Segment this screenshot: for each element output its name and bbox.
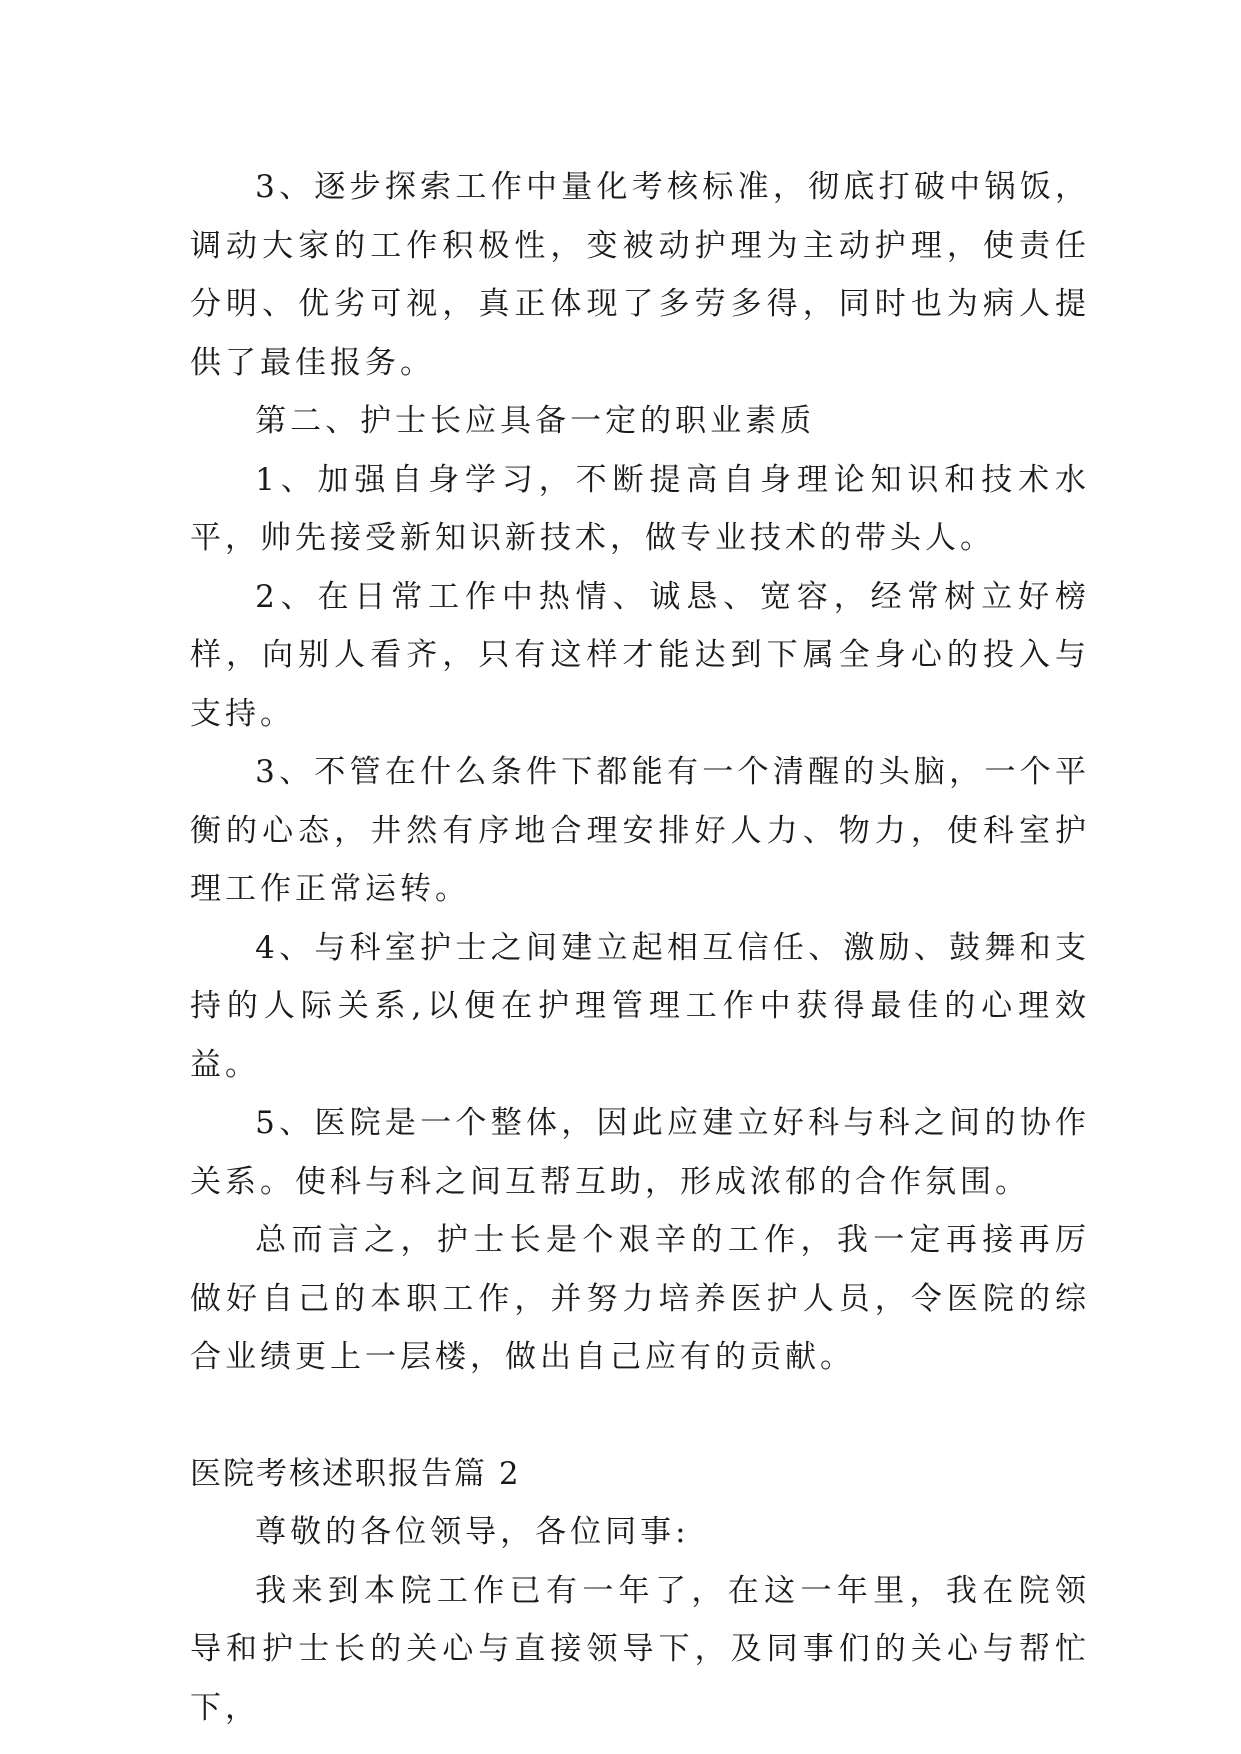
- paragraph-salutation: 尊敬的各位领导，各位同事:: [255, 1514, 690, 1550]
- document-page: [190, 158, 1090, 1737]
- section-title: 医院考核述职报告篇 2: [190, 1455, 521, 1492]
- paragraph-section-two-heading: 第二、护士长应具备一定的职业素质: [255, 403, 816, 439]
- paragraph-item-3-clear-mind: 3、不管在什么条件下都能有一个清醒的头脑，一个平衡的心态，井然有序地合理安排好人力、物力，使科室护理工作正常运转。: [190, 754, 1090, 907]
- paragraph-opening: 我来到本院工作已有一年了，在这一年里，我在院领导和护士长的关心与直接领导下，及同事们的关心与帮忙下，: [190, 1572, 1090, 1726]
- paragraph-item-3-quantified-assessment: 3、逐步探索工作中量化考核标准，彻底打破中锅饭，调动大家的工作积极性，变被动护理为主动护理，使责任分明、优劣可视，真正体现了多劳多得，同时也为病人提供了最佳报务。: [190, 169, 1090, 381]
- paragraph-item-1-self-learning: 1、加强自身学习，不断提高自身理论知识和技术水平，帅先接受新知识新技术，做专业技术的带头人。: [190, 461, 1090, 556]
- section-gap: [190, 1387, 1090, 1445]
- paragraph-conclusion: 总而言之，护士长是个艰辛的工作，我一定再接再厉做好自己的本职工作，并努力培养医护人员，令医院的综合业绩更上一层楼，做出自己应有的贡献。: [190, 1222, 1090, 1375]
- paragraph-item-4-trust: 4、与科室护士之间建立起相互信任、激励、鼓舞和支持的人际关系,以便在护理管理工作中获得最佳的心理效益。: [190, 929, 1090, 1083]
- paragraph-item-2-daily-work: 2、在日常工作中热情、诚恳、宽容，经常树立好榜样，向别人看齐，只有这样才能达到下属全身心的投入与支持。: [190, 578, 1090, 732]
- paragraph-item-5-cooperation: 5、医院是一个整体，因此应建立好科与科之间的协作关系。使科与科之间互帮互助，形成浓郁的合作氛围。: [190, 1105, 1090, 1200]
